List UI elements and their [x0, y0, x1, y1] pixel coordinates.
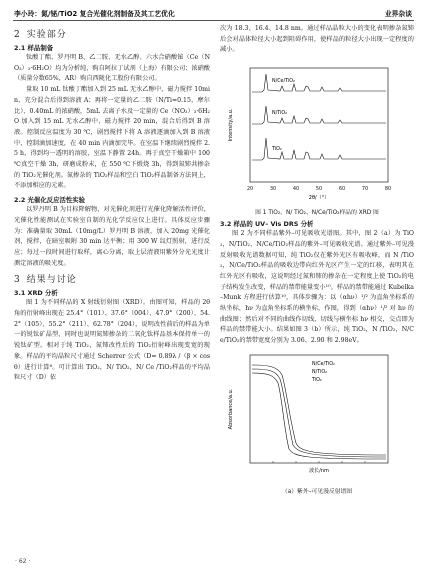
figure-2a-caption: （a）紫外–可见漫反射谱图 [281, 488, 353, 495]
xrd-x-tick: 30 [269, 186, 277, 193]
uv-legend-n-tio2: N/TiO₂ [312, 369, 328, 375]
subsection-2-1-heading: 2.1 样品制备 [14, 44, 54, 52]
xrd-x-tick: 60 [338, 186, 346, 193]
subsection-3-1-heading: 3.1 XRD 分析 [14, 289, 58, 298]
running-header-title: 李小玲：氮/铋/TiO2 复合光催化剂制备及其工艺优化 [14, 10, 175, 18]
header-divider [13, 20, 414, 21]
uv-y-axis-label: Absorbance/a.u. [228, 388, 234, 430]
xrd-legend-tio2: TiO₂ [272, 147, 282, 153]
xrd-chart [220, 62, 414, 202]
section-number: 3 [14, 275, 21, 286]
paragraph-preparation: 量取 10 mL 钛酸丁酯加入到 25 mL 无水乙醇中，磁力搅拌 10min，充分混合后得到溶液 A；再将一定量的乙二胺（N/Ti=0.15，摩尔比）、0.40mL 的浓硝酸，5mL 去离子水及一定量的 Ce（NO₃）₃·6H₂O 加入到 15 mL 无水乙醇中，磁力搅拌 20 min，混合后得到 B 溶液。控制反应温度为 30 ℃，剧烈搅拌下将 A 溶液逐滴加入到 B 溶液中，控制滴加速度，在 40 min 内滴加完毕。在室温下继续剧烈搅拌 2.5 h，得到均一透明的溶胶，室温下静置 24h。再于真空干燥箱中 100 ℃真空干燥 3h，研磨成粉末，在 550 ℃下煅烧 3h，得到氮铈共掺杂的 TiO₂光催化剂。氮掺杂的 TiO₂样品和空白 TiO₂样品制备方法同上，不添加相应的元素。 [14, 86, 210, 190]
xrd-x-tick: 70 [361, 186, 369, 193]
section-number: 2 [14, 30, 21, 40]
uv-vis-chart [220, 351, 414, 481]
section-2-heading [14, 27, 210, 40]
xrd-x-tick: 20 [246, 186, 254, 193]
paragraph-xrd-continued: 次为 18.3、16.4、14.8 nm。通过样品晶粒大小的变化表明掺杂氮铈后会对晶体粒径大小起到阻碍作用，使样品的粒径大小出现一定程度的减小。 [220, 25, 414, 54]
xrd-legend-n-tio2: N/TiO₂ [272, 111, 288, 117]
left-column [14, 24, 210, 384]
xrd-x-axis-label: 2θ/（°） [308, 195, 330, 202]
subsection-2-2-heading: 2.2 光催化反应活性实验 [14, 196, 86, 205]
xrd-y-axis-label: Intensity/a.u. [228, 108, 234, 142]
uv-legend-tio2: TiO₂ [312, 377, 322, 383]
figure-1-caption: 图 1 TiO₂、N/ TiO₂、N/Ce/TiO₂样品的 XRD 图 [255, 210, 379, 217]
uv-legend-n-ce-tio2: N/Ce/TiO₂ [312, 361, 335, 367]
section-3-heading [14, 272, 210, 285]
xrd-x-tick: 40 [292, 186, 300, 193]
figure-2a-uv-vis [220, 351, 414, 495]
uv-x-axis-label: 波长/nm [309, 467, 329, 474]
paragraph-xrd: 图 1 为不同样品的 X 射线衍射图（XRD）。由图可知，样品的 2θ 角的衍射峰出现在 25.4°（101）、37.6°（004）、47.9°（200）、54.2°（105）、55.2°（211）、62.78°（204），说明改性前后的样品为单一的锐钛矿晶型，同时也说明氮铈掺杂的二氧化钛样品基本保持单一的锐钛矿型。相对于纯 TiO₂，氮铈改性后的 TiO₂衍射峰出现变宽的现象。样品的平均晶粒尺寸通过 Scherrer 公式（D= 0.89λ /（β × cos θ）进行计算⁸。可计算出 TiO₂，N/ TiO₂，N/ Ce /TiO₂样品的平均晶粒尺寸（D）依 [14, 299, 210, 382]
figure-1-xrd [220, 62, 414, 216]
section-title: 结果与讨论 [26, 275, 77, 286]
paragraph-uv-vis: 图 2 为不同样品紫外–可见吸收光谱图。其中，图 2（a）为 TiO₂，N/TiO₂，N/Ce/TiO₂样品的紫外–可见吸收光谱。通过紫外–可见漫反射吸收光谱数据可知，纯 TiO₂仅在紫外光区有吸收峰，而 N /TiO₂，N/Ce/TiO₂样品的吸收边带向红外光区产生一定的红移，表明其在红外光区有吸收，这说明经过氮和铈的掺杂在一定程度上使 TiO₂的电子结构发生改变，样品的禁带能量变小¹⁰。样品的禁带能通过 Kubelka–Munk 方程进行估算¹⁰，具体步骤为：以（αhν）¹/² 为直角坐标系的纵坐标，hν 为直角坐标系的横坐标，作图，得到（αhν）¹/² 对 hν 的曲线图；然后对不同的曲线作切线，切线与横坐标 hν 相交，交点即为样品的禁带能大小。结果如图 3（b）所示，纯 TiO₂，N /TiO₂，N/Ce/TiO₂的禁带宽度分别为 3.06、2.90 和 2.98eV。 [220, 230, 414, 345]
section-title: 实验部分 [26, 30, 67, 40]
xrd-legend-n-ce-tio2: N/Ce/TiO₂ [272, 79, 295, 85]
journal-section-name: 业界杂谈 [384, 10, 412, 18]
right-column [220, 24, 414, 497]
paragraph-materials: 钛酸丁酯、罗丹明 B、乙二胺、无水乙醇、六水合硝酸铋（Ce（NO₃）₃·6H₂O）均为分析纯，购自阿拉丁试剂（上海）有限公司；浓硝酸（质量分数65%，AR）购自西陇化工股份有限公司。 [14, 54, 210, 83]
uv-curve-tio2 [252, 373, 386, 459]
page-number: · 62 · [15, 558, 31, 565]
xrd-x-tick: 80 [384, 186, 392, 193]
xrd-x-tick: 50 [315, 186, 323, 193]
paragraph-photocatalysis: 以罗丹明 B 为目标降解物，对光催化剂进行光催化降解活性评价，光催化性能测试在实验室自制的光化学反应仪上进行。具体反应步骤为：准确量取 30mL（10mg/L）罗丹明 B 溶液，加入 20mg 光催化剂，搅拌，在暗室吸附 30 min 达平衡；用 300 W 氙灯照射，进行反应；每过一段时间进行取样，离心分离，取上层清液用紫外分光光度计测定溶液的吸光度。 [14, 206, 210, 267]
subsection-3-2-heading: 3.2 样品的 UV– Vis DRS 分析 [220, 220, 314, 229]
